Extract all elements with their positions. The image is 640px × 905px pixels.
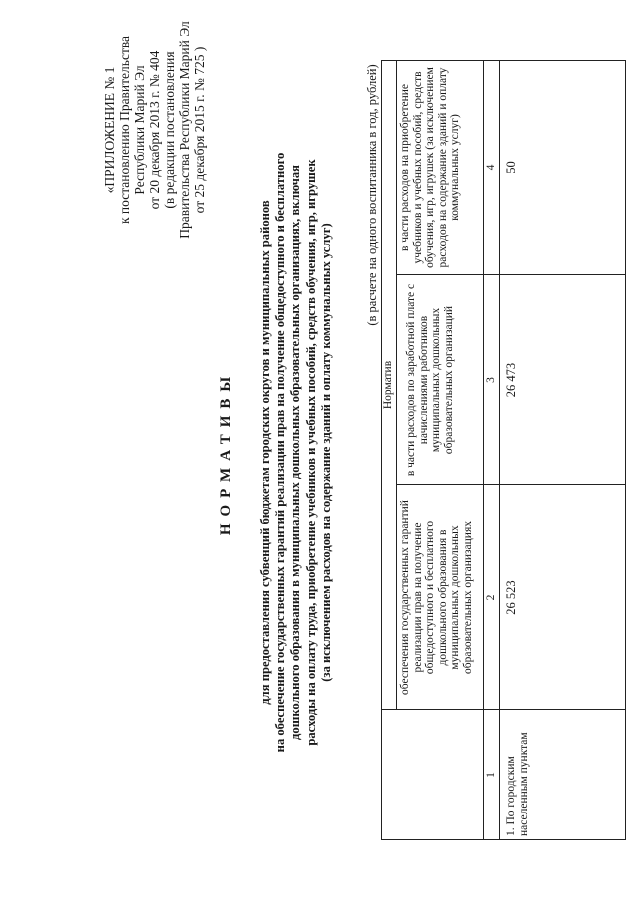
column-number-3: 3: [485, 377, 497, 383]
appendix-line: «ПРИЛОЖЕНИЕ № 1: [102, 66, 117, 194]
column-header-2: обеспечения государственных гарантий реализации прав на получение общедоступного и бесплатного дошкольного образования в муниципальных дошкольных образовательных организациях: [399, 500, 474, 695]
group-header-normativ: Норматив: [382, 360, 394, 410]
appendix-line: от 20 декабря 2013 г. № 404: [147, 50, 162, 210]
column-divider: [381, 709, 626, 710]
row-label: 1. По городским населенным пунктам: [505, 732, 530, 836]
column-number-1: 1: [485, 772, 497, 778]
table-border-left: [381, 839, 626, 840]
document-title: НОРМАТИВЫ: [218, 369, 234, 536]
row-value-materials: 50: [504, 161, 518, 174]
row-value-salary: 26 473: [504, 362, 518, 398]
document-subtitle: [258, 60, 334, 845]
appendix-line: Правительства Республики Марий Эл: [177, 21, 192, 239]
subtitle-line: для предоставления субвенций бюджетам городских округов и муниципальных районов: [258, 200, 272, 705]
appendix-line: от 25 декабря 2015 г. № 725 ): [192, 46, 207, 214]
appendix-line: Республики Марий Эл: [132, 65, 147, 195]
unit-note: (в расчете на одного воспитанника в год, рублей): [365, 64, 379, 326]
subtitle-line: дошкольного образования в муниципальных дошкольных образовательных организациях, включая: [288, 165, 303, 740]
column-number-2: 2: [485, 594, 497, 601]
appendix-line: (в редакции постановления: [162, 51, 177, 209]
subtitle-line: расходы на оплату труда, приобретение учебников и учебных пособий, средств обучения, игр, игрушек: [303, 159, 318, 746]
norms-table: [381, 60, 626, 840]
appendix-line: к постановлению Правительства: [117, 35, 132, 225]
table-border-right: [381, 60, 626, 61]
number-row-divider: [499, 60, 500, 840]
header-divider: [483, 60, 484, 840]
subtitle-line: на обеспечение государственных гарантий реализации прав на получение общедоступного и бесплатного: [273, 152, 288, 753]
subtitle-line: (за исключением расходов на содержание зданий и оплату коммунальных услуг): [318, 223, 333, 682]
table-border-bottom: [625, 60, 626, 840]
appendix-header: [102, 5, 207, 255]
column-number-4: 4: [485, 164, 497, 171]
group-header-divider: [396, 60, 397, 710]
column-header-4: в части расходов на приобретение учебников и учебных пособий, средств обучения, игр, игрушек (за исключением расходов на содержание зданий и оплату коммунальных услуг): [399, 67, 462, 268]
row-value-total: 26 523: [504, 580, 518, 615]
column-header-3: в части расходов по заработной плате с начислениями работников муниципальных дошкольных образовательных организаций: [405, 283, 455, 477]
